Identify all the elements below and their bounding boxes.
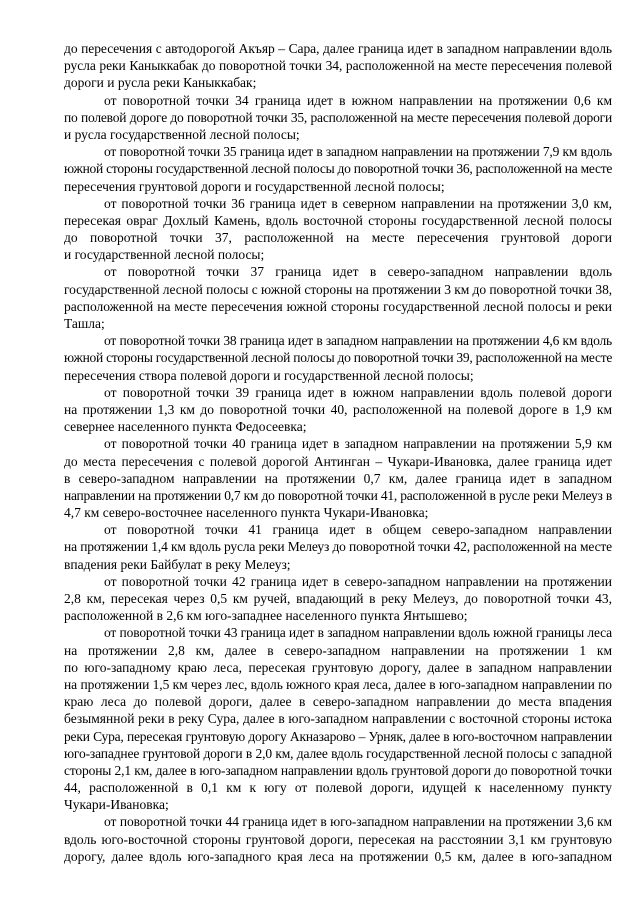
text-line: южной стороны государственной лесной полосы до поворотной точки 39, расположенной на месте [64, 350, 613, 366]
text-line: юго-западнее грунтовой дороги в 2,0 км, далее вдоль государственной лесной полосы с западной [64, 745, 612, 761]
paragraph [64, 521, 612, 573]
text-line: пересечения грунтовой дороги и государственной лесной полосы; [64, 178, 445, 194]
text-line: вдоль юго-восточной стороны грунтовой дороги, пересекая на расстоянии 3,1 км грунтовую [64, 831, 612, 847]
text-line: 44, расположенной в 0,1 км к югу от полевой дороги, идущей к населенному пункту [64, 780, 612, 796]
text-line: от поворотной точки 34 граница идет в южном направлении на протяжении 0,6 км [104, 92, 612, 108]
text-line: до поворотной точки 37, расположенной на месте пересечения грунтовой дороги [64, 230, 612, 246]
text-line: краю леса до полевой дороги, далее в северо-западном направлении до места впадения [64, 694, 612, 710]
paragraph [64, 40, 612, 92]
text-line: пересечения створа полевой дороги и государственной лесной полосы; [64, 367, 474, 383]
text-line: государственной лесной полосы с южной стороны на протяжении 3 км до поворотной точки 38, [64, 281, 613, 297]
text-line: и русла государственной лесной полосы; [64, 126, 300, 142]
text-line: впадения реки Байбулат в реку Мелеуз; [64, 556, 291, 572]
paragraph [64, 573, 612, 625]
text-line: от поворотной точки 41 граница идет в общем северо-западном направлении [104, 522, 612, 538]
text-line: от поворотной точки 40 граница идет в западном направлении на протяжении 5,9 км [104, 436, 612, 452]
text-line: и государственной лесной полосы; [64, 247, 265, 263]
text-line: дороги и русла реки Каныккабак; [64, 75, 257, 91]
text-line: по полевой дороге до поворотной точки 35, расположенной на месте пересечения полевой дороги [64, 109, 612, 125]
paragraph [64, 143, 612, 195]
text-line: до места пересечения с полевой дорогой Антинган – Чукари-Ивановка, далее граница идет [64, 453, 612, 469]
text-line: на протяжении 1,5 км через лес, вдоль южного края леса, далее в юго-западном направлении по [64, 676, 612, 692]
text-line: 2,8 км, пересекая через 0,5 км ручей, впадающий в реку Мелеуз, до поворотной точки 43, [64, 591, 612, 606]
paragraph [64, 813, 612, 865]
text-line: реки Сура, пересекая грунтовую дорогу Акназарово – Урняк, далее в юго-восточном направлении [64, 728, 612, 744]
text-line: от поворотной точки 43 граница идет в западном направлении вдоль южной границы леса [104, 625, 612, 641]
document-page [64, 40, 612, 865]
text-line: на протяжении 1,4 км вдоль русла реки Мелеуз до поворотной точки 42, расположенной на месте [64, 539, 612, 555]
text-line: расположенной на месте пересечения южной стороны государственной лесной полосы и реки [64, 298, 612, 314]
text-line: по юго-западному краю леса, пересекая грунтовую дорогу, далее в западном направлении [64, 659, 612, 675]
text-line: пересекая овраг Дохлый Камень, вдоль восточной стороны государственной лесной полосы [64, 212, 612, 228]
text-line: на протяжении 1,3 км до поворотной точки 40, расположенной на полевой дороге в 1,9 км [64, 401, 612, 417]
paragraph [64, 195, 612, 264]
text-line: Ташла; [64, 316, 105, 331]
text-line: на протяжении 2,8 км, далее в северо-западном направлении на протяжении 1 км [64, 642, 612, 658]
text-line: от поворотной точки 39 граница идет в южном направлении вдоль полевой дороги [104, 384, 612, 400]
text-line: от поворотной точки 38 граница идет в западном направлении на протяжении 4,6 км вдоль [104, 333, 612, 349]
paragraph [64, 92, 612, 144]
text-line: русла реки Каныккабак до поворотной точки 34, расположенной на месте пересечения полевой [64, 58, 612, 74]
paragraph [64, 624, 612, 813]
text-line: 4,7 км северо-восточнее населенного пункта Чукари-Ивановка; [64, 505, 429, 521]
text-line: от поворотной точки 36 граница идет в северном направлении на протяжении 3,0 км, [104, 195, 612, 211]
paragraph [64, 332, 612, 384]
text-line: от поворотной точки 37 граница идет в северо-западном направлении вдоль [104, 264, 612, 280]
text-line: стороны 2,1 км, далее в юго-западном направлении вдоль грунтовой дороги до поворотной точки [64, 762, 612, 778]
text-line: до пересечения с автодорогой Акъяр – Сара, далее граница идет в западном направлении вдоль [64, 41, 612, 56]
paragraph [64, 435, 612, 521]
text-line: направлении на протяжении 0,7 км до поворотной точки 41, расположенной в русле реки Мелеуз в [64, 487, 612, 503]
text-line: от поворотной точки 42 граница идет в северо-западном направлении на протяжении [104, 573, 612, 589]
text-line: севернее населенного пункта Федосеевка; [64, 419, 307, 435]
paragraph [64, 263, 612, 332]
text-line: в северо-западном направлении на протяжении 0,7 км, далее граница идет в западном [64, 470, 612, 486]
text-line: от поворотной точки 44 граница идет в юго-западном направлении на протяжении 3,6 км [104, 814, 612, 830]
text-line: от поворотной точки 35 граница идет в западном направлении на протяжении 7,9 км вдоль [104, 144, 612, 160]
paragraph [64, 384, 612, 436]
text-line: безымянной реки в реку Сура, далее в юго-западном направлении с восточной стороны истока [64, 711, 612, 727]
text-line: Чукари-Ивановка; [64, 797, 169, 813]
text-line: дорогу, далее вдоль юго-западного края леса на протяжении 0,5 км, далее в юго-западном [64, 848, 612, 864]
text-line: расположенной в 2,6 км юго-западнее населенного пункта Янтышево; [64, 608, 468, 624]
text-line: южной стороны государственной лесной полосы до поворотной точки 36, расположенной на месте [64, 161, 613, 177]
